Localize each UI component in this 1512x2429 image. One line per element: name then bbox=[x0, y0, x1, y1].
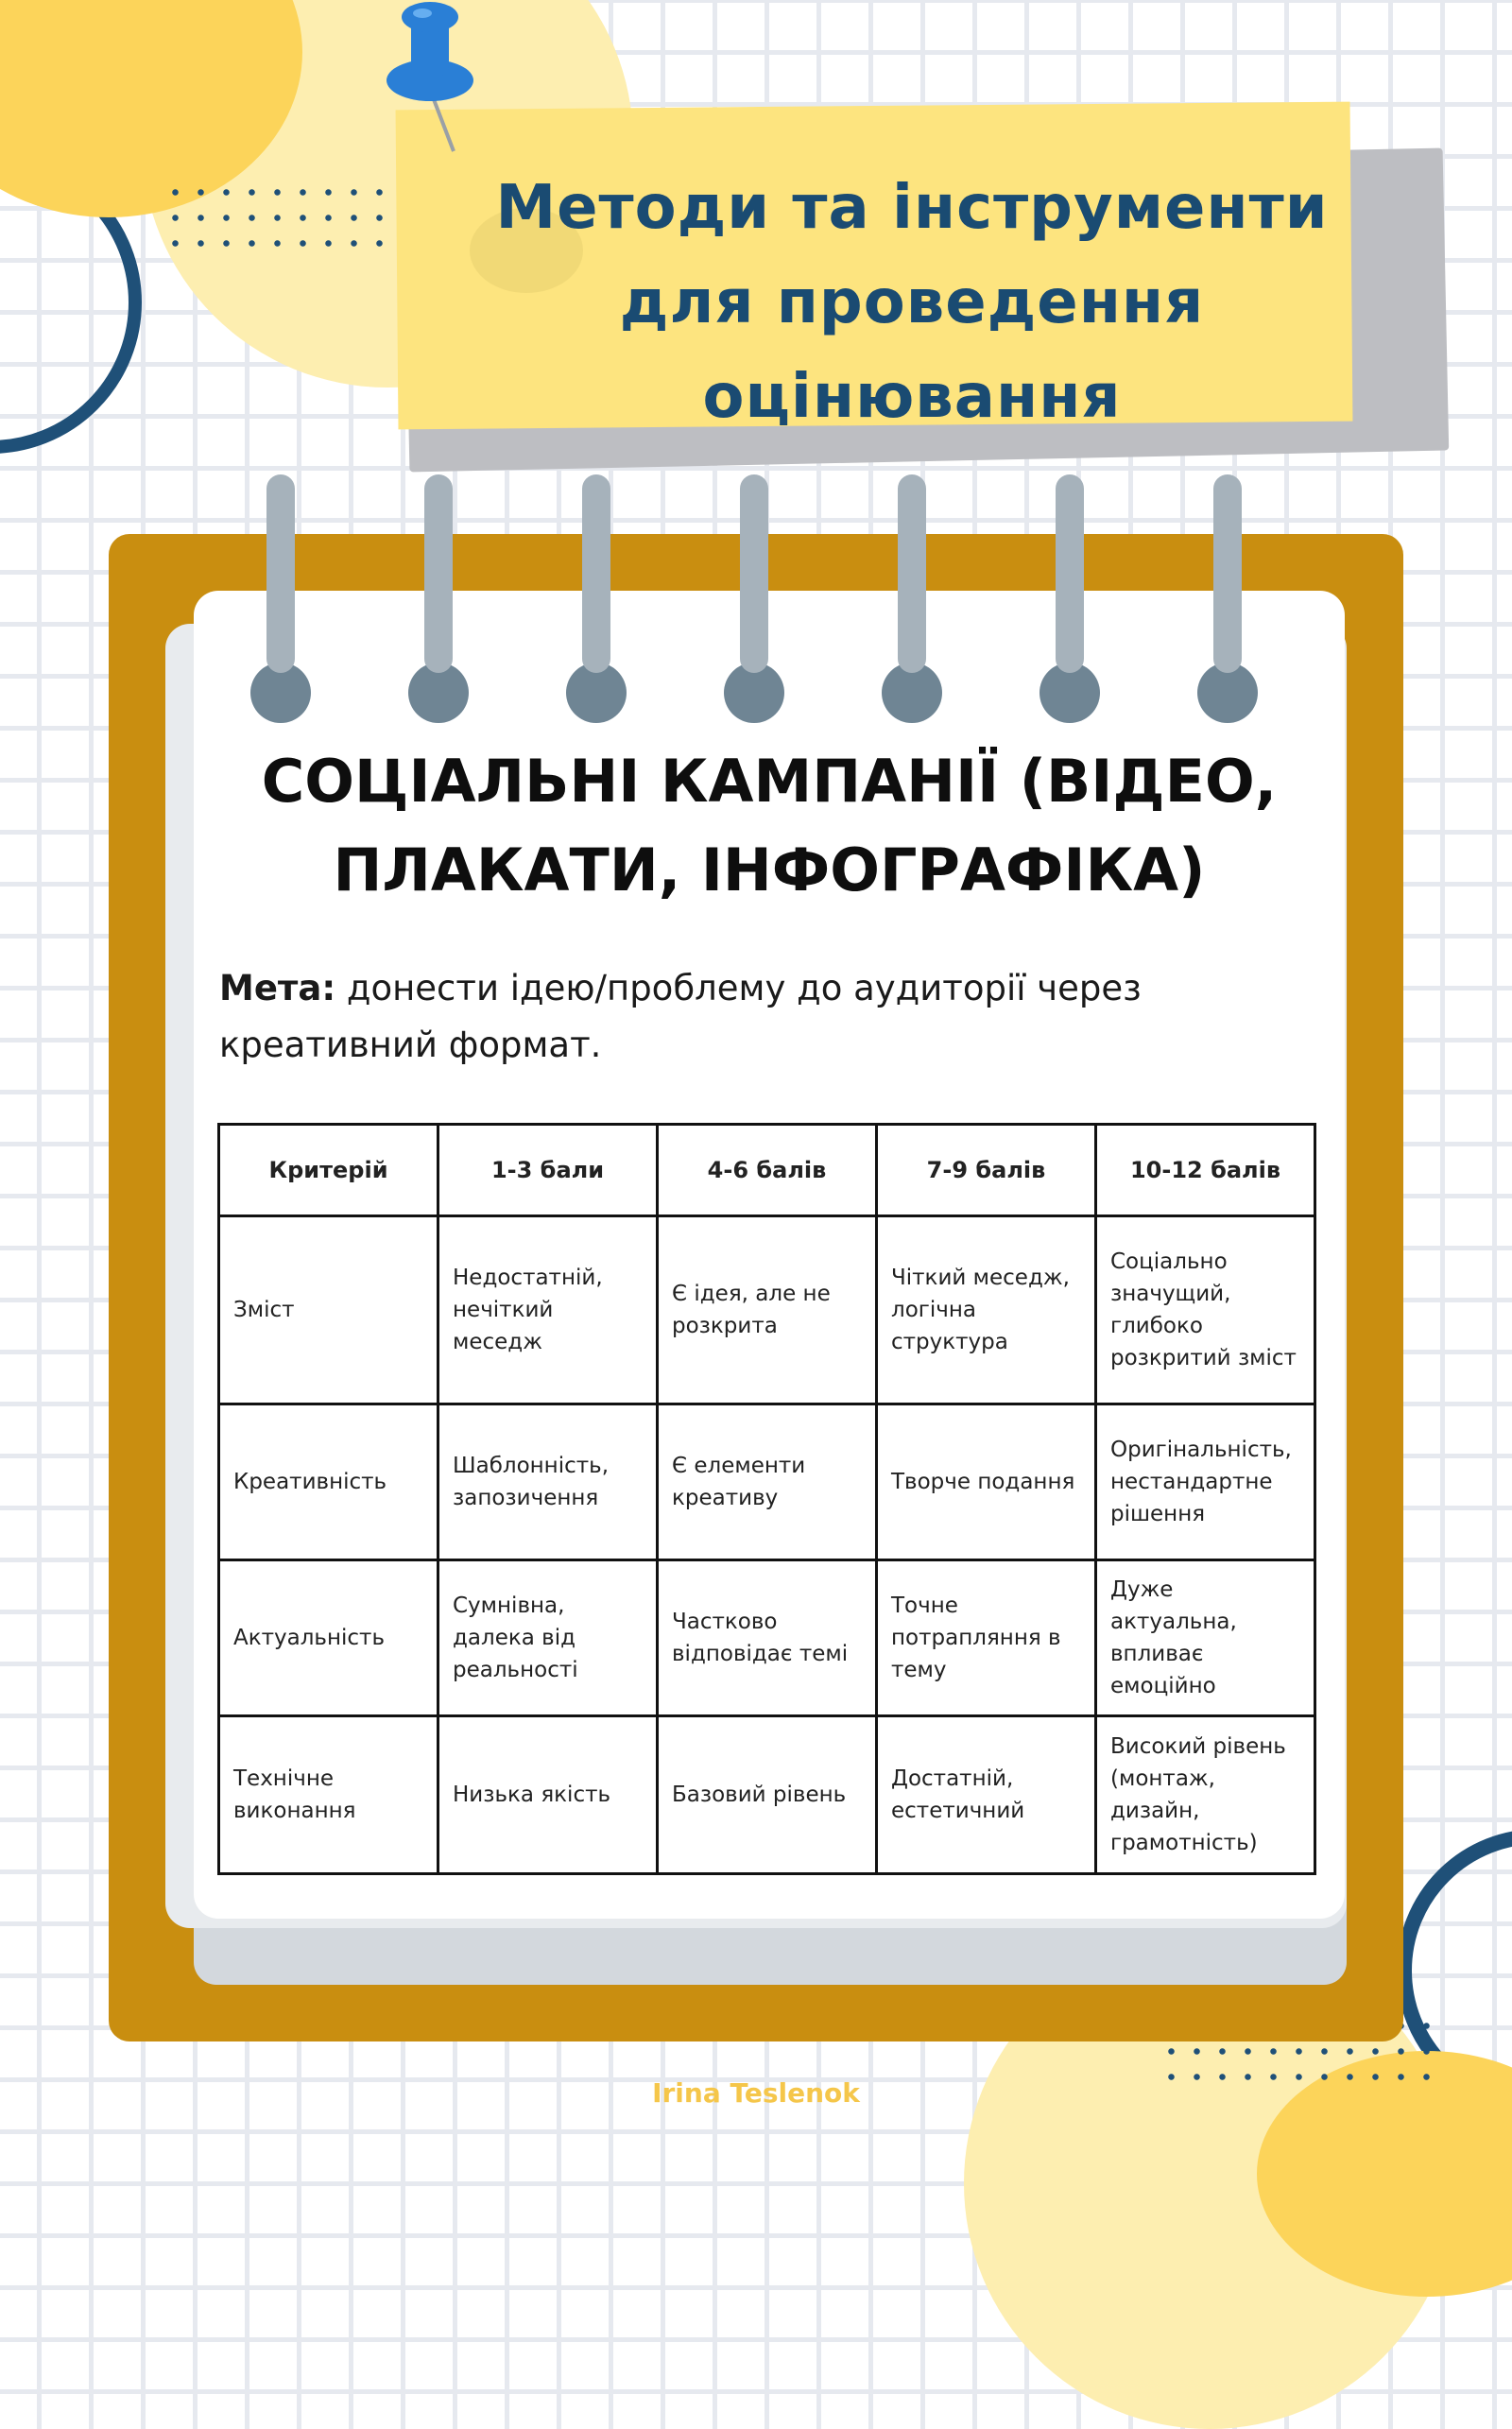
table-row bbox=[219, 1404, 1315, 1560]
table-cell: Низька якість bbox=[438, 1716, 658, 1874]
table-header-row bbox=[219, 1125, 1315, 1216]
header-criterion: Критерій bbox=[219, 1125, 438, 1216]
table-cell: Актуальність bbox=[219, 1560, 438, 1716]
table-cell: Базовий рівень bbox=[658, 1716, 877, 1874]
rubric-table bbox=[217, 1123, 1316, 1875]
table-cell: Креативність bbox=[219, 1404, 438, 1560]
table-row bbox=[219, 1716, 1315, 1874]
page-title-line-3: оцінювання bbox=[702, 362, 1122, 432]
table-cell: Недостатній, нечіткий меседж bbox=[438, 1216, 658, 1404]
goal-paragraph bbox=[219, 960, 1315, 1074]
binder-ring bbox=[424, 474, 453, 673]
header-10-12: 10-12 балів bbox=[1096, 1125, 1315, 1216]
goal-label: Мета: bbox=[219, 968, 336, 1008]
page-title-line-2: для проведення bbox=[619, 267, 1205, 337]
section-heading bbox=[194, 737, 1345, 915]
push-pin-icon bbox=[383, 0, 477, 161]
binder-ring bbox=[582, 474, 610, 673]
table-cell: Частково відповідає темі bbox=[658, 1560, 877, 1716]
binder-ring bbox=[898, 474, 926, 673]
page-title bbox=[416, 161, 1408, 444]
section-heading-line-1: СОЦІАЛЬНІ КАМПАНІЇ (ВІДЕО, bbox=[261, 747, 1278, 816]
table-cell: Шаблонність, запозичення bbox=[438, 1404, 658, 1560]
table-cell: Високий рівень (монтаж, дизайн, грамотність) bbox=[1096, 1716, 1315, 1874]
table-cell: Творче подання bbox=[877, 1404, 1096, 1560]
author-credit: Irina Teslenok bbox=[652, 2077, 860, 2109]
section-heading-line-2: ПЛАКАТИ, ІНФОГРАФІКА) bbox=[333, 836, 1206, 904]
table-cell: Зміст bbox=[219, 1216, 438, 1404]
table-cell: Сумнівна, далека від реальності bbox=[438, 1560, 658, 1716]
table-cell: Оригінальність, нестандартне рішення bbox=[1096, 1404, 1315, 1560]
binder-ring bbox=[266, 474, 295, 673]
goal-text: донести ідею/проблему до аудиторії через креативний формат. bbox=[219, 968, 1142, 1065]
table-row bbox=[219, 1216, 1315, 1404]
table-cell: Достатній, естетичний bbox=[877, 1716, 1096, 1874]
decor-dots-top bbox=[163, 180, 389, 255]
table-row bbox=[219, 1560, 1315, 1716]
header-4-6: 4-6 балів bbox=[658, 1125, 877, 1216]
header-1-3: 1-3 бали bbox=[438, 1125, 658, 1216]
binder-ring bbox=[740, 474, 768, 673]
table-cell: Є ідея, але не розкрита bbox=[658, 1216, 877, 1404]
table-cell: Технічне виконання bbox=[219, 1716, 438, 1874]
table-cell: Дуже актуальна, впливає емоційно bbox=[1096, 1560, 1315, 1716]
table-cell: Соціально значущий, глибоко розкритий зміст bbox=[1096, 1216, 1315, 1404]
table-cell: Є елементи креативу bbox=[658, 1404, 877, 1560]
binder-ring bbox=[1213, 474, 1242, 673]
page-title-line-1: Методи та інструменти bbox=[495, 173, 1329, 243]
binder-ring bbox=[1056, 474, 1084, 673]
header-7-9: 7-9 балів bbox=[877, 1125, 1096, 1216]
table-cell: Чіткий меседж, логічна структура bbox=[877, 1216, 1096, 1404]
table-cell: Точне потрапляння в тему bbox=[877, 1560, 1096, 1716]
